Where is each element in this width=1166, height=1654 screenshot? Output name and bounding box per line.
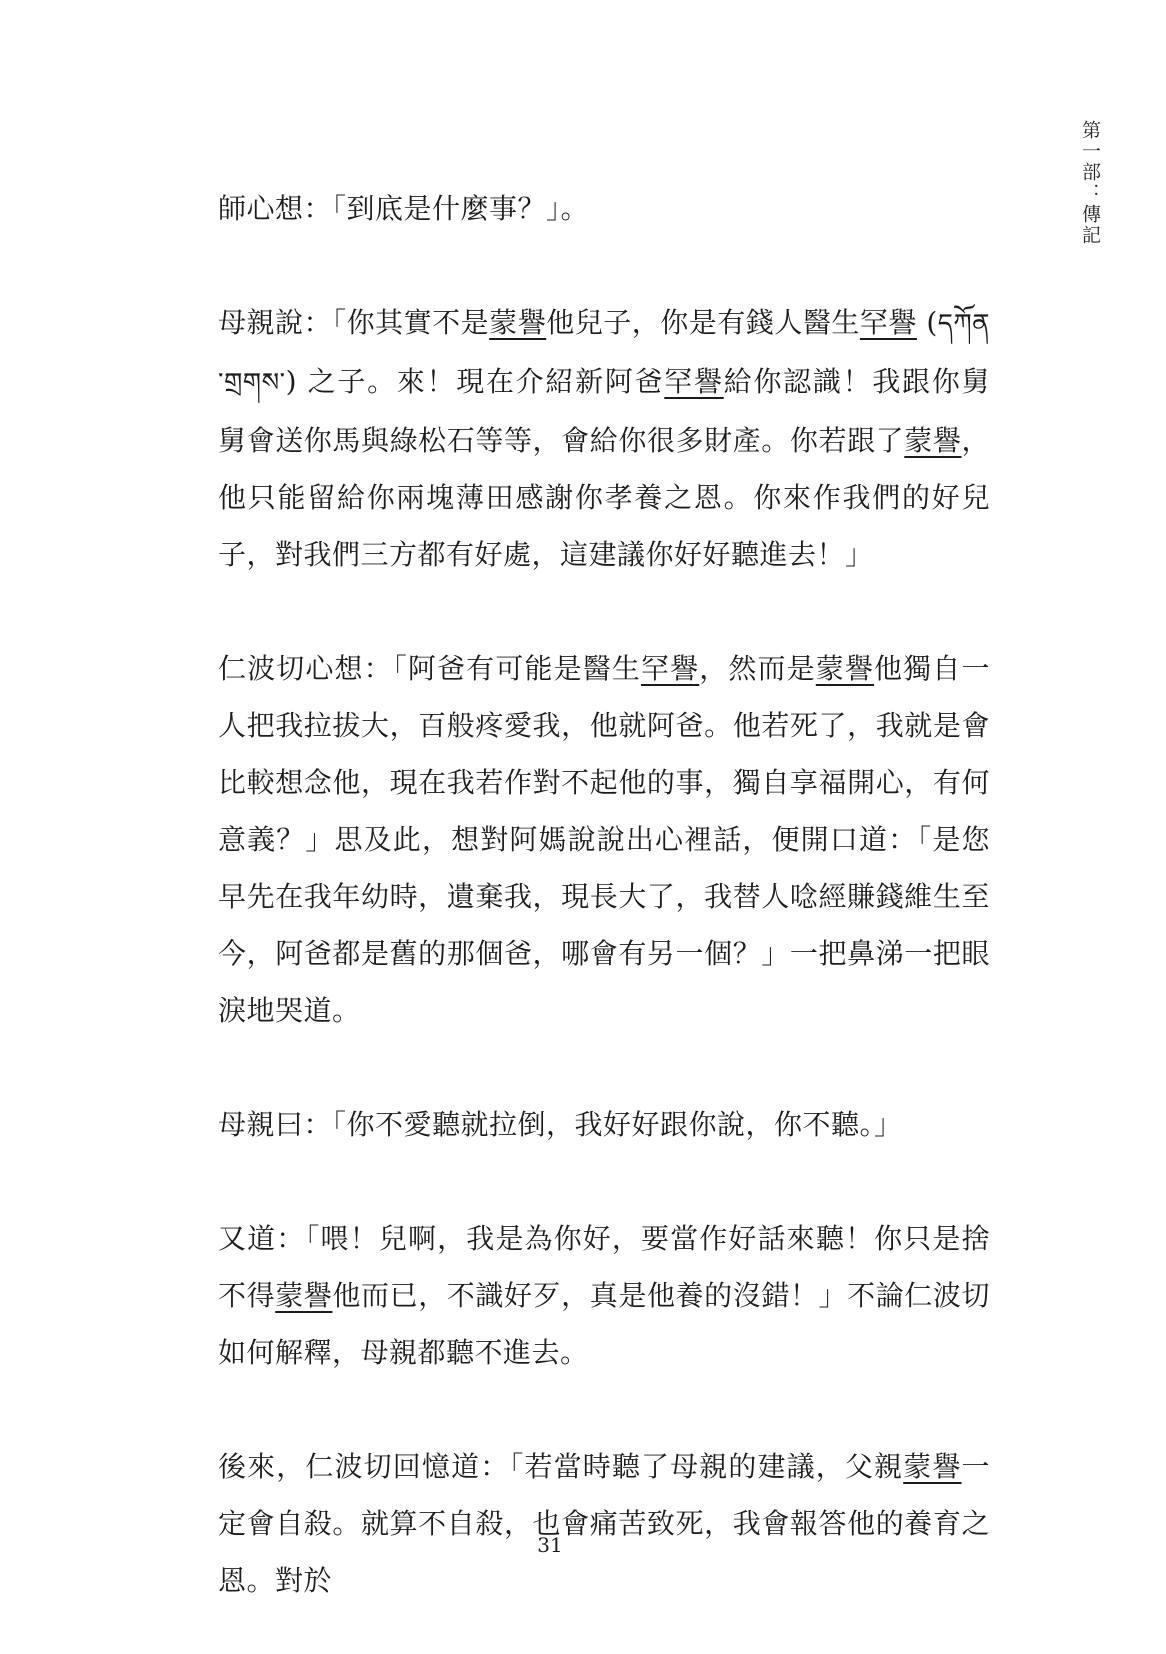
text-segment: ，他只能留給你兩塊薄田感謝你孝養之恩。你來作我們的好兒子，對我們三方都有好處，這建議你好好聽進去！」 xyxy=(218,424,990,571)
tibetan-gloss: དཀོན་གྲགས་ xyxy=(218,309,990,398)
page-number: 31 xyxy=(537,1533,563,1557)
body-text xyxy=(218,180,990,1609)
underlined-name: 蒙譽 xyxy=(275,1279,333,1312)
text-segment: 一定會自殺。就算不自殺，也會痛苦致死，我會報答他的養育之恩。對於 xyxy=(218,1450,990,1597)
text-segment: 仁波切心想：「阿爸有可能是醫生 xyxy=(218,652,641,685)
text-segment: 母親說：「你其實不是 xyxy=(218,306,490,339)
text-segment: 後來，仁波切回憶道：「若當時聽了母親的建議，父親 xyxy=(218,1450,904,1483)
underlined-name: 蒙譽 xyxy=(815,652,875,685)
text-segment: 他兒子，你是有錢人醫生 xyxy=(546,306,860,339)
paragraph xyxy=(218,1438,990,1609)
text-segment: ( xyxy=(916,306,938,339)
text-segment: 他獨自一人把我拉拔大，百般疼愛我，他就阿爸。他若死了，我就是會比較想念他，現在我若作對不起他的事，獨自享福開心，有何意義？」思及此，想對阿媽說說出心裡話，便開口道：「是您早先在我年幼時，遺棄我，現長大了，我替人唸經賺錢維生至今，阿爸都是舊的那個爸，哪會有另一個？」一把鼻涕一把眼淚地哭道。 xyxy=(218,652,990,1027)
underlined-name: 罕譽 xyxy=(664,365,724,398)
paragraph xyxy=(218,180,990,237)
text-segment: 給你認識！我跟你舅舅會送你馬與綠松石等等，會給你很多財產。你若跟了 xyxy=(218,365,990,457)
part-header-vertical: 第一部：傳記 xyxy=(1079,120,1101,246)
underlined-name: 罕譽 xyxy=(859,306,917,339)
underlined-name: 罕譽 xyxy=(640,652,700,685)
text-segment: 又道：「喂！兒啊，我是為你好，要當作好話來聽！你只是捨不得 xyxy=(218,1222,990,1312)
page-footer xyxy=(0,1533,1100,1557)
underlined-name: 蒙譽 xyxy=(903,1450,962,1483)
text-segment: ) 之子。來！現在介紹新阿爸 xyxy=(285,365,665,398)
text-segment: 師心想：「到底是什麼事？」。 xyxy=(218,192,590,225)
underlined-name: 蒙譽 xyxy=(904,424,962,457)
paragraph xyxy=(218,1210,990,1381)
text-segment: ，然而是 xyxy=(699,652,816,685)
paragraph xyxy=(218,294,990,583)
paragraph xyxy=(218,640,990,1039)
text-segment: 他而已，不識好歹，真是他養的沒錯！」不論仁波切如何解釋，母親都聽不進去。 xyxy=(218,1279,990,1369)
underlined-name: 蒙譽 xyxy=(489,306,547,339)
text-segment: 母親曰：「你不愛聽就拉倒，我好好跟你說，你不聽。」 xyxy=(218,1108,903,1141)
paragraph xyxy=(218,1096,990,1153)
